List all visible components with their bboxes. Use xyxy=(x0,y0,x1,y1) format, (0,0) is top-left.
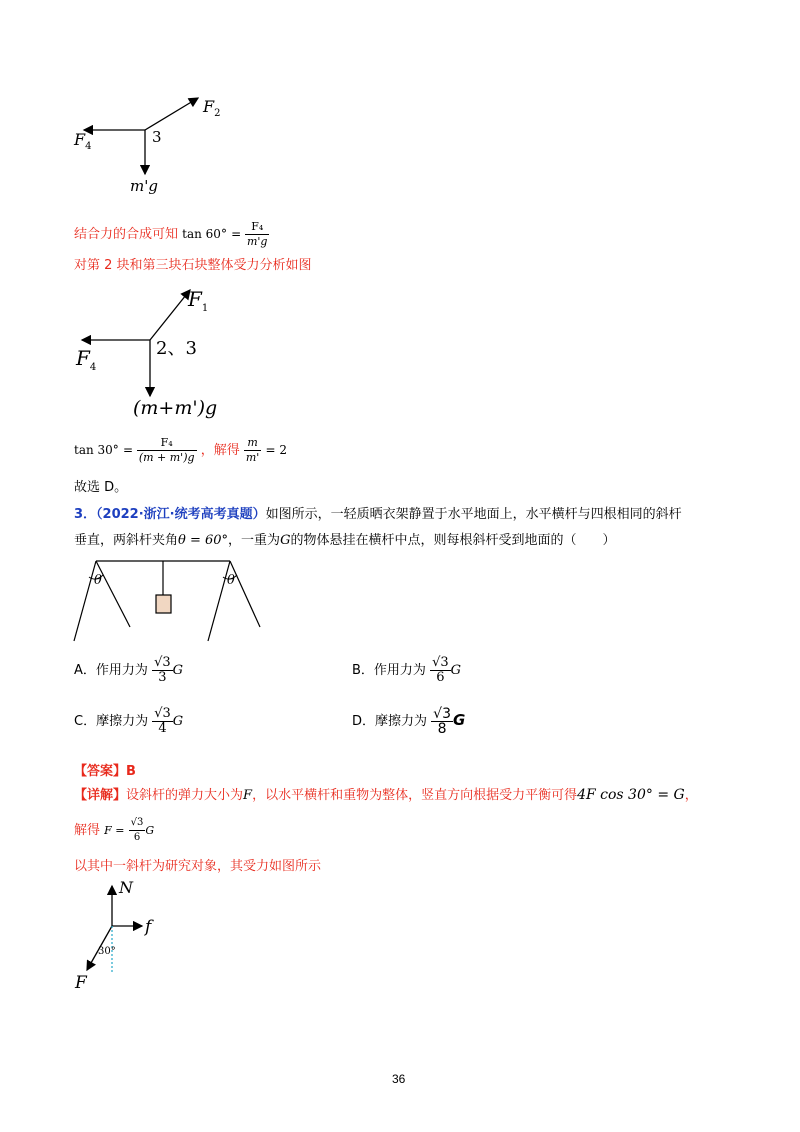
label-f4: $F_4$ xyxy=(74,130,92,153)
label-friction: f xyxy=(145,917,152,937)
combination-line: 结合力的合成可知 tan 60° = $\frac{\text{F₄}}{m'g}$ xyxy=(74,220,268,248)
option-d[interactable]: D．摩擦力为 $\frac{√3}{8}$ G xyxy=(352,706,466,737)
force-arrow-f2 xyxy=(145,98,198,130)
label-f1: $F_1$ xyxy=(188,287,209,314)
fraction-f4-over-total: $\frac{\text{F₄}}{(m + m')g}$ xyxy=(138,436,195,464)
page-number: 36 xyxy=(392,1072,406,1086)
label-f4: $F_4$ xyxy=(76,346,97,373)
label-node-23: 2、3 xyxy=(156,338,197,359)
option-c[interactable]: C．摩擦力为 $\frac{√3}{4}$ G xyxy=(74,706,184,736)
label-f: F xyxy=(75,973,87,993)
theta-left: θ xyxy=(94,573,102,588)
theta-right: θ xyxy=(227,573,235,588)
clothes-rack-diagram xyxy=(70,555,270,645)
label-angle-30: 30° xyxy=(98,946,116,957)
question-line-1: 3．（2022·浙江·统考高考真题）如图所示，一轻质晒衣架静置于水平地面上，水平横杆与四根相同的斜杆 xyxy=(74,507,682,522)
tan30-line: tan 30° = $\frac{\text{F₄}}{(m + m')g}$ ，解得 $\frac{m}{m'}$ = 2 xyxy=(74,436,287,464)
question-number: 3． xyxy=(74,507,97,522)
force-arrow-f1 xyxy=(150,290,190,340)
question-line-2: 垂直，两斜杆夹角θ = 60°，一重为G的物体悬挂在横杆中点，则每根斜杆受到地面的（ ） xyxy=(74,533,616,548)
option-a[interactable]: A．作用力为 $\frac{√3}{3}$ G xyxy=(74,655,184,685)
choose-d-line: 故选 D。 xyxy=(74,480,128,495)
label-node-3: 3 xyxy=(152,128,162,146)
solve-line: 解得 F = $\frac{√3}{6}$ G xyxy=(74,817,155,843)
option-b[interactable]: B．作用力为 $\frac{√3}{6}$ G xyxy=(352,655,462,685)
answer-value: B xyxy=(126,764,136,779)
study-object-line: 以其中一斜杆为研究对象，其受力如图所示 xyxy=(74,859,322,874)
combination-text: 结合力的合成可知 xyxy=(74,227,179,242)
detail-line: 【详解】设斜杆的弹力大小为F，以水平横杆和重物为整体，竖直方向根据受力平衡可得4F cos 30° = G， xyxy=(74,787,698,803)
fraction-f4-over-mg: $\frac{\text{F₄}}{m'g}$ xyxy=(246,220,268,248)
answer-line: 【答案】B xyxy=(74,764,136,779)
label-n: N xyxy=(119,878,133,897)
analysis-line: 对第 2 块和第三块石块整体受力分析如图 xyxy=(74,258,312,273)
question-source: （2022·浙江·统考高考真题） xyxy=(96,507,266,522)
label-weight: m'g xyxy=(130,177,158,195)
label-weight-total: (m+m')g xyxy=(133,397,218,419)
hanging-weight xyxy=(156,595,171,613)
label-f2: $F_2$ xyxy=(203,97,221,120)
fraction-ratio: $\frac{m}{m'}$ xyxy=(245,436,260,464)
